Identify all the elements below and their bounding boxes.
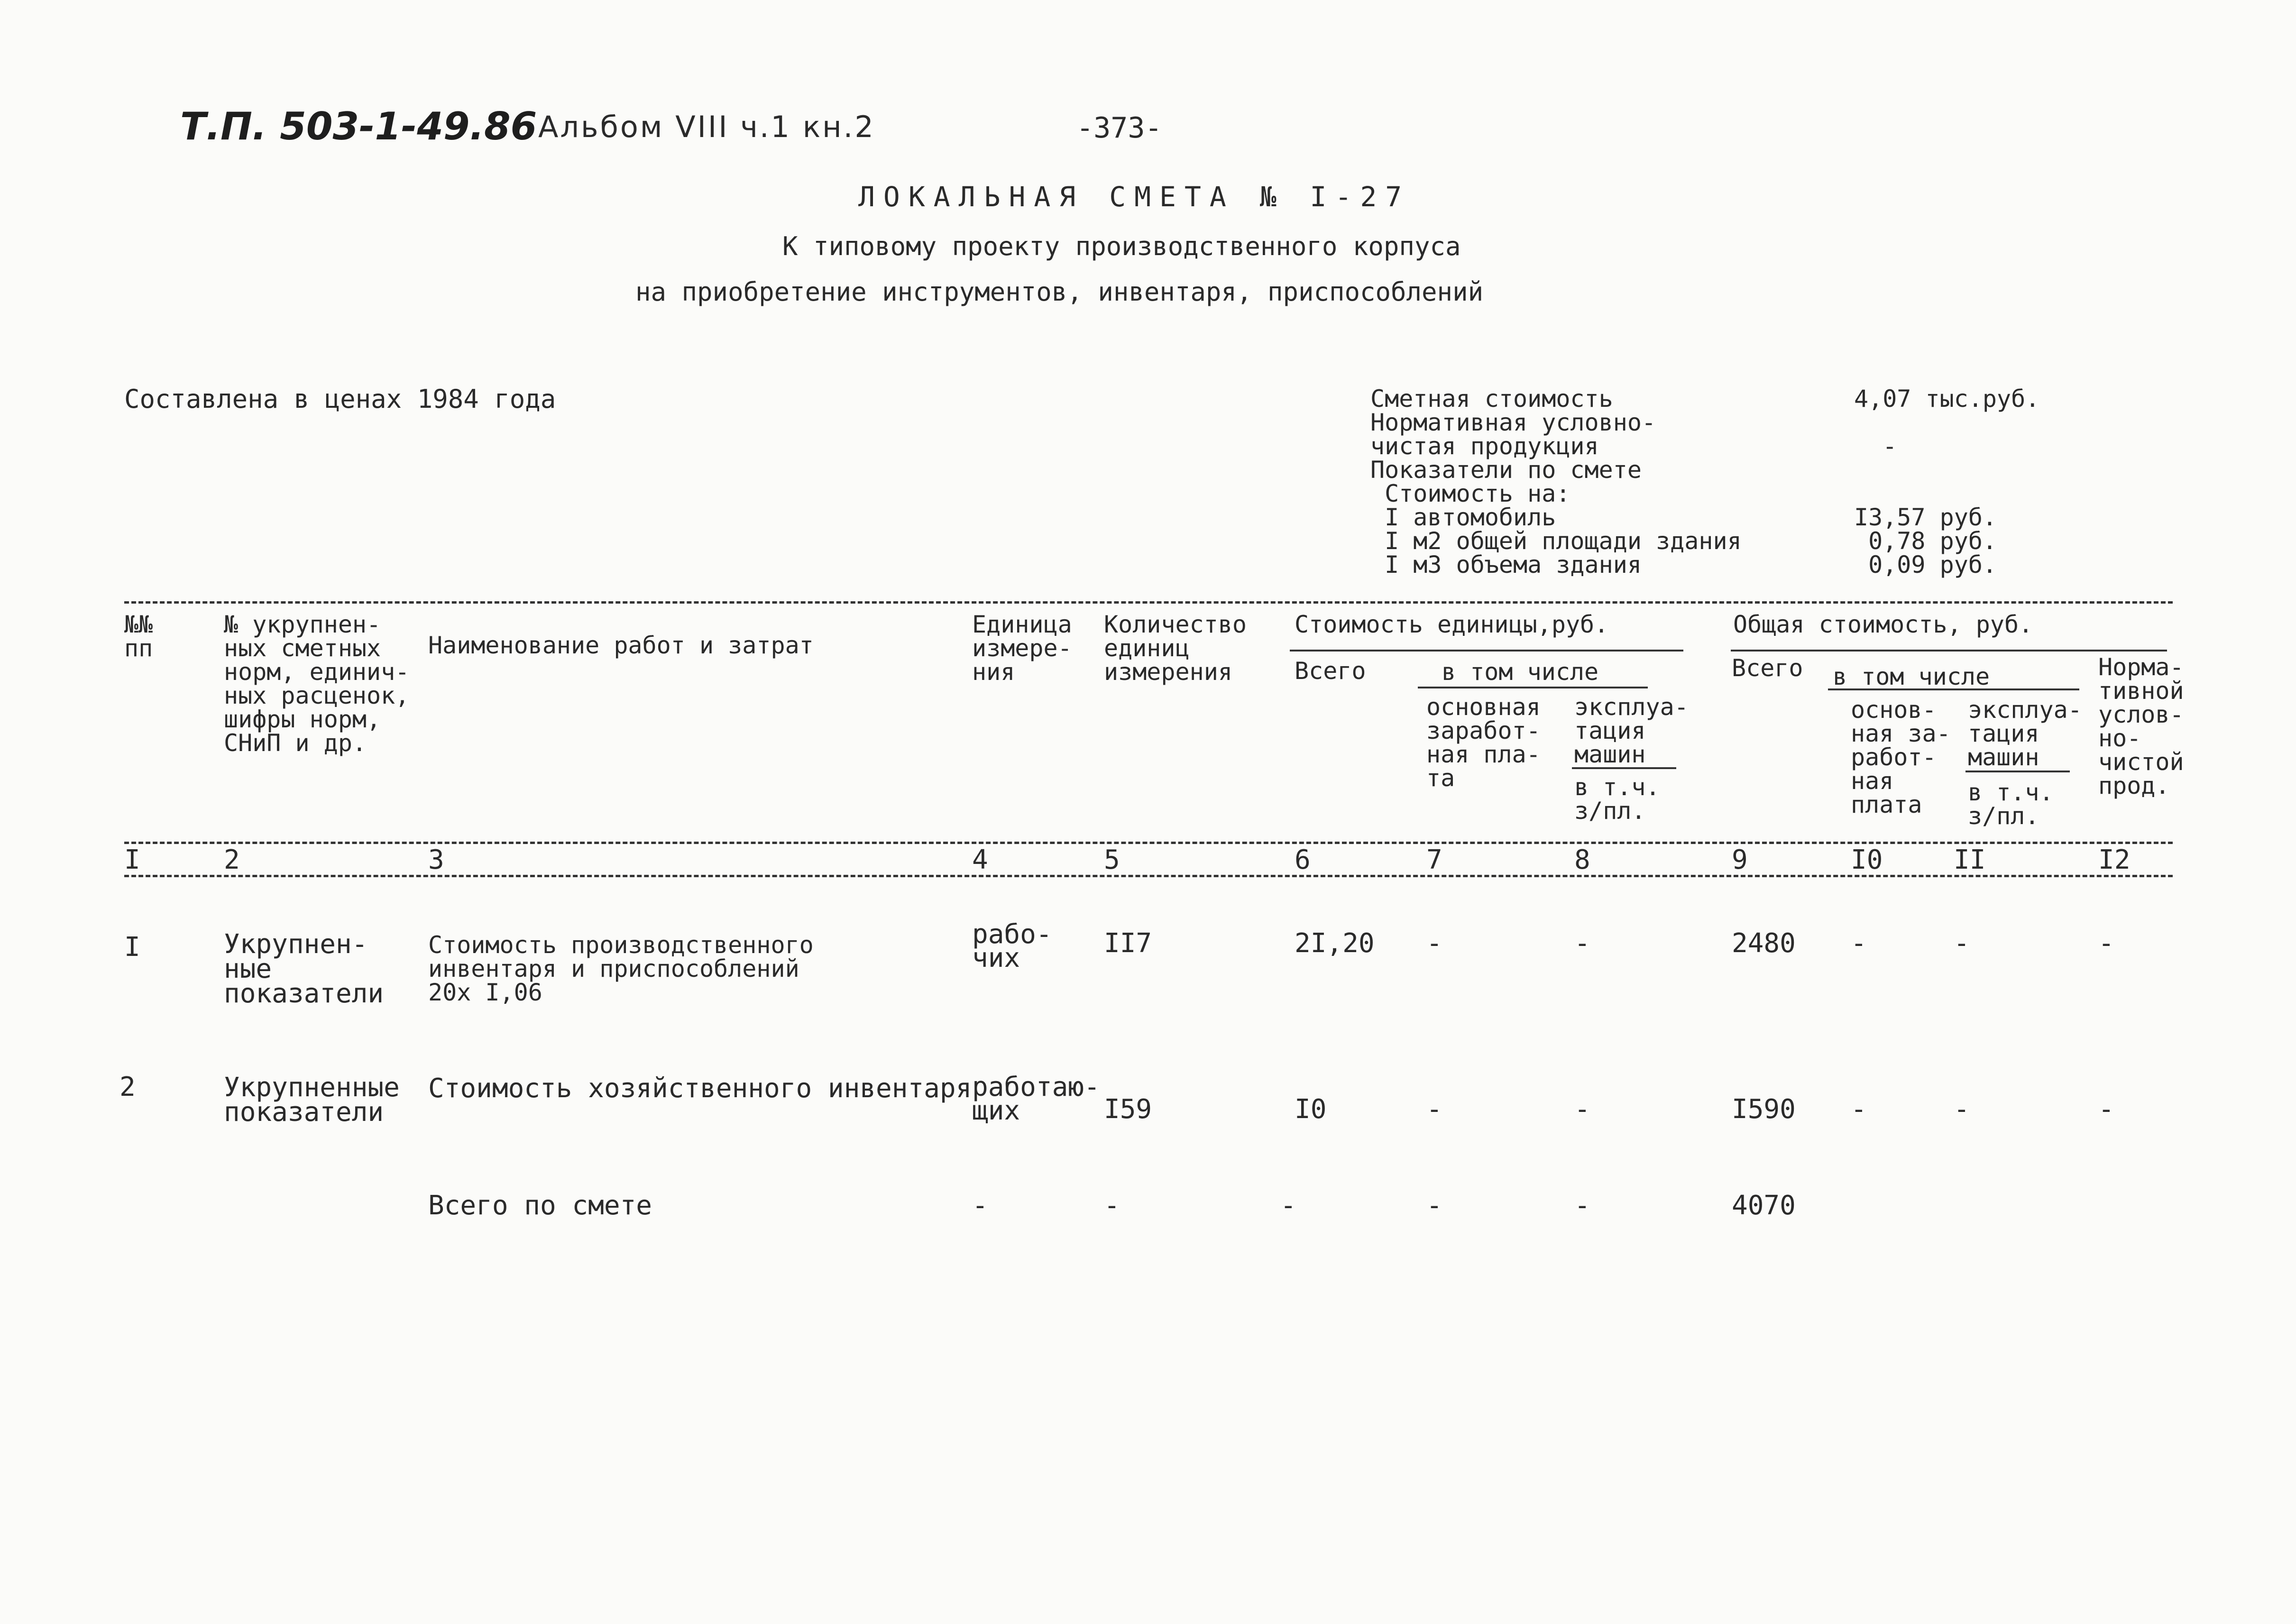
header-basic-wage-total: основ- ная за- работ- ная плата bbox=[1851, 696, 1951, 818]
table-row-num: I bbox=[124, 932, 140, 963]
table-row-unit: рабо- чих bbox=[972, 919, 1052, 973]
table-row-unit-wage: - bbox=[1426, 1094, 1442, 1125]
header-norm-net: Норма- тивной услов- но- чистой прод. bbox=[2098, 653, 2184, 799]
table-row-total-machine: - bbox=[1954, 928, 1970, 959]
header-bottom-rule bbox=[124, 842, 2173, 844]
grand-total-unit: - bbox=[972, 1190, 988, 1221]
header-incl-wage-total: в т.ч. з/пл. bbox=[1968, 779, 2054, 830]
table-row-total-machine: - bbox=[1954, 1094, 1970, 1125]
column-number: 7 bbox=[1426, 844, 1442, 875]
grand-total-unit-wage: - bbox=[1426, 1190, 1442, 1221]
header-incl-wage: в т.ч. з/пл. bbox=[1574, 773, 1660, 825]
header-machine-op: эксплуа- тация машин bbox=[1574, 693, 1689, 768]
table-row-norm-net: - bbox=[2098, 928, 2114, 959]
header-norm: № укрупнен- ных сметных норм, единич- ных расценок, шифры норм, СНиП и др. bbox=[224, 611, 410, 757]
grand-total-unit-machine: - bbox=[1574, 1190, 1590, 1221]
table-row-name: Стоимость производственного инвентаря и приспособлений 20х I,06 bbox=[428, 931, 814, 1006]
document-code: Т.П. 503-1-49.86 bbox=[180, 104, 537, 148]
table-row-num: 2 bbox=[119, 1072, 136, 1102]
grand-total-qty: - bbox=[1104, 1190, 1120, 1221]
summary-labels: Сметная стоимость Нормативная условно- чистая продукция Показатели по смете Стоимость на: I автомобиль I м2 общей площади здания I м3 объема здания bbox=[1370, 385, 1742, 578]
header-unit: Единица измере- ния bbox=[972, 611, 1072, 686]
column-number: II bbox=[1954, 844, 1986, 875]
table-row-total-wage: - bbox=[1851, 1094, 1867, 1125]
table-row-total-wage: - bbox=[1851, 928, 1867, 959]
table-row-unit-total: 2I,20 bbox=[1295, 928, 1375, 959]
column-number: 2 bbox=[224, 844, 240, 875]
album-label: Альбом VIII ч.1 кн.2 bbox=[538, 110, 875, 144]
table-row-qty: I59 bbox=[1104, 1094, 1152, 1125]
column-number: I bbox=[124, 844, 140, 875]
column-number: I2 bbox=[2098, 844, 2131, 875]
column-number: 9 bbox=[1732, 844, 1748, 875]
grand-total-value: 4070 bbox=[1732, 1190, 1796, 1221]
prices-note: Составлена в ценах 1984 года bbox=[124, 384, 556, 414]
table-row-unit-machine: - bbox=[1574, 1094, 1590, 1125]
column-number: I0 bbox=[1851, 844, 1883, 875]
column-number: 8 bbox=[1574, 844, 1590, 875]
table-top-rule bbox=[124, 601, 2173, 604]
unit-cost-rule bbox=[1290, 650, 1683, 651]
grand-total-unit-total: - bbox=[1280, 1190, 1296, 1221]
table-row-norm: Укрупнен- ные показатели bbox=[224, 929, 384, 1009]
column-number: 3 bbox=[428, 844, 444, 875]
header-unit-vsego: Всего bbox=[1295, 657, 1366, 685]
header-total-incl: в том числе bbox=[1833, 663, 1990, 690]
table-row-unit-total: I0 bbox=[1295, 1094, 1327, 1125]
title-line-1: К типовому проекту производственного корпуса bbox=[782, 231, 1461, 261]
header-unit-incl: в том числе bbox=[1442, 658, 1599, 686]
document-title: ЛОКАЛЬНАЯ СМЕТА № I-27 bbox=[858, 181, 1411, 213]
page-number: -373- bbox=[1076, 111, 1162, 145]
total-cost-rule bbox=[1731, 650, 2167, 651]
grand-total-label: Всего по смете bbox=[428, 1190, 652, 1221]
header-total-cost: Общая стоимость, руб. bbox=[1733, 611, 2033, 638]
table-row-unit-wage: - bbox=[1426, 928, 1442, 959]
column-number: 6 bbox=[1295, 844, 1311, 875]
table-row-unit: работаю- щих bbox=[972, 1072, 1100, 1126]
table-row-qty: II7 bbox=[1104, 928, 1152, 959]
table-row-norm: Укрупненные показатели bbox=[224, 1072, 400, 1128]
summary-values: 4,07 тыс.руб. - I3,57 руб. 0,78 руб. 0,09 руб. bbox=[1854, 385, 2040, 578]
table-row-name: Стоимость хозяйственного инвентаря bbox=[428, 1073, 972, 1104]
title-line-2: на приобретение инструментов, инвентаря, приспособлений bbox=[635, 277, 1484, 307]
header-qty: Количество единиц измерения bbox=[1104, 611, 1247, 686]
header-total-vsego: Всего bbox=[1732, 654, 1803, 682]
table-row-total: I590 bbox=[1732, 1094, 1796, 1125]
column-number: 4 bbox=[972, 844, 988, 875]
table-row-unit-machine: - bbox=[1574, 928, 1590, 959]
column-number: 5 bbox=[1104, 844, 1120, 875]
table-row-total: 2480 bbox=[1732, 928, 1796, 959]
header-unit-cost: Стоимость единицы,руб. bbox=[1295, 611, 1609, 638]
header-name: Наименование работ и затрат bbox=[428, 632, 814, 659]
unit-incl-rule bbox=[1418, 687, 1648, 688]
header-machine-op-total: эксплуа- тация машин bbox=[1968, 696, 2082, 771]
table-row-norm-net: - bbox=[2098, 1094, 2114, 1125]
header-num: №№ пп bbox=[124, 611, 153, 662]
header-basic-wage: основная заработ- ная пла- та bbox=[1426, 693, 1541, 792]
